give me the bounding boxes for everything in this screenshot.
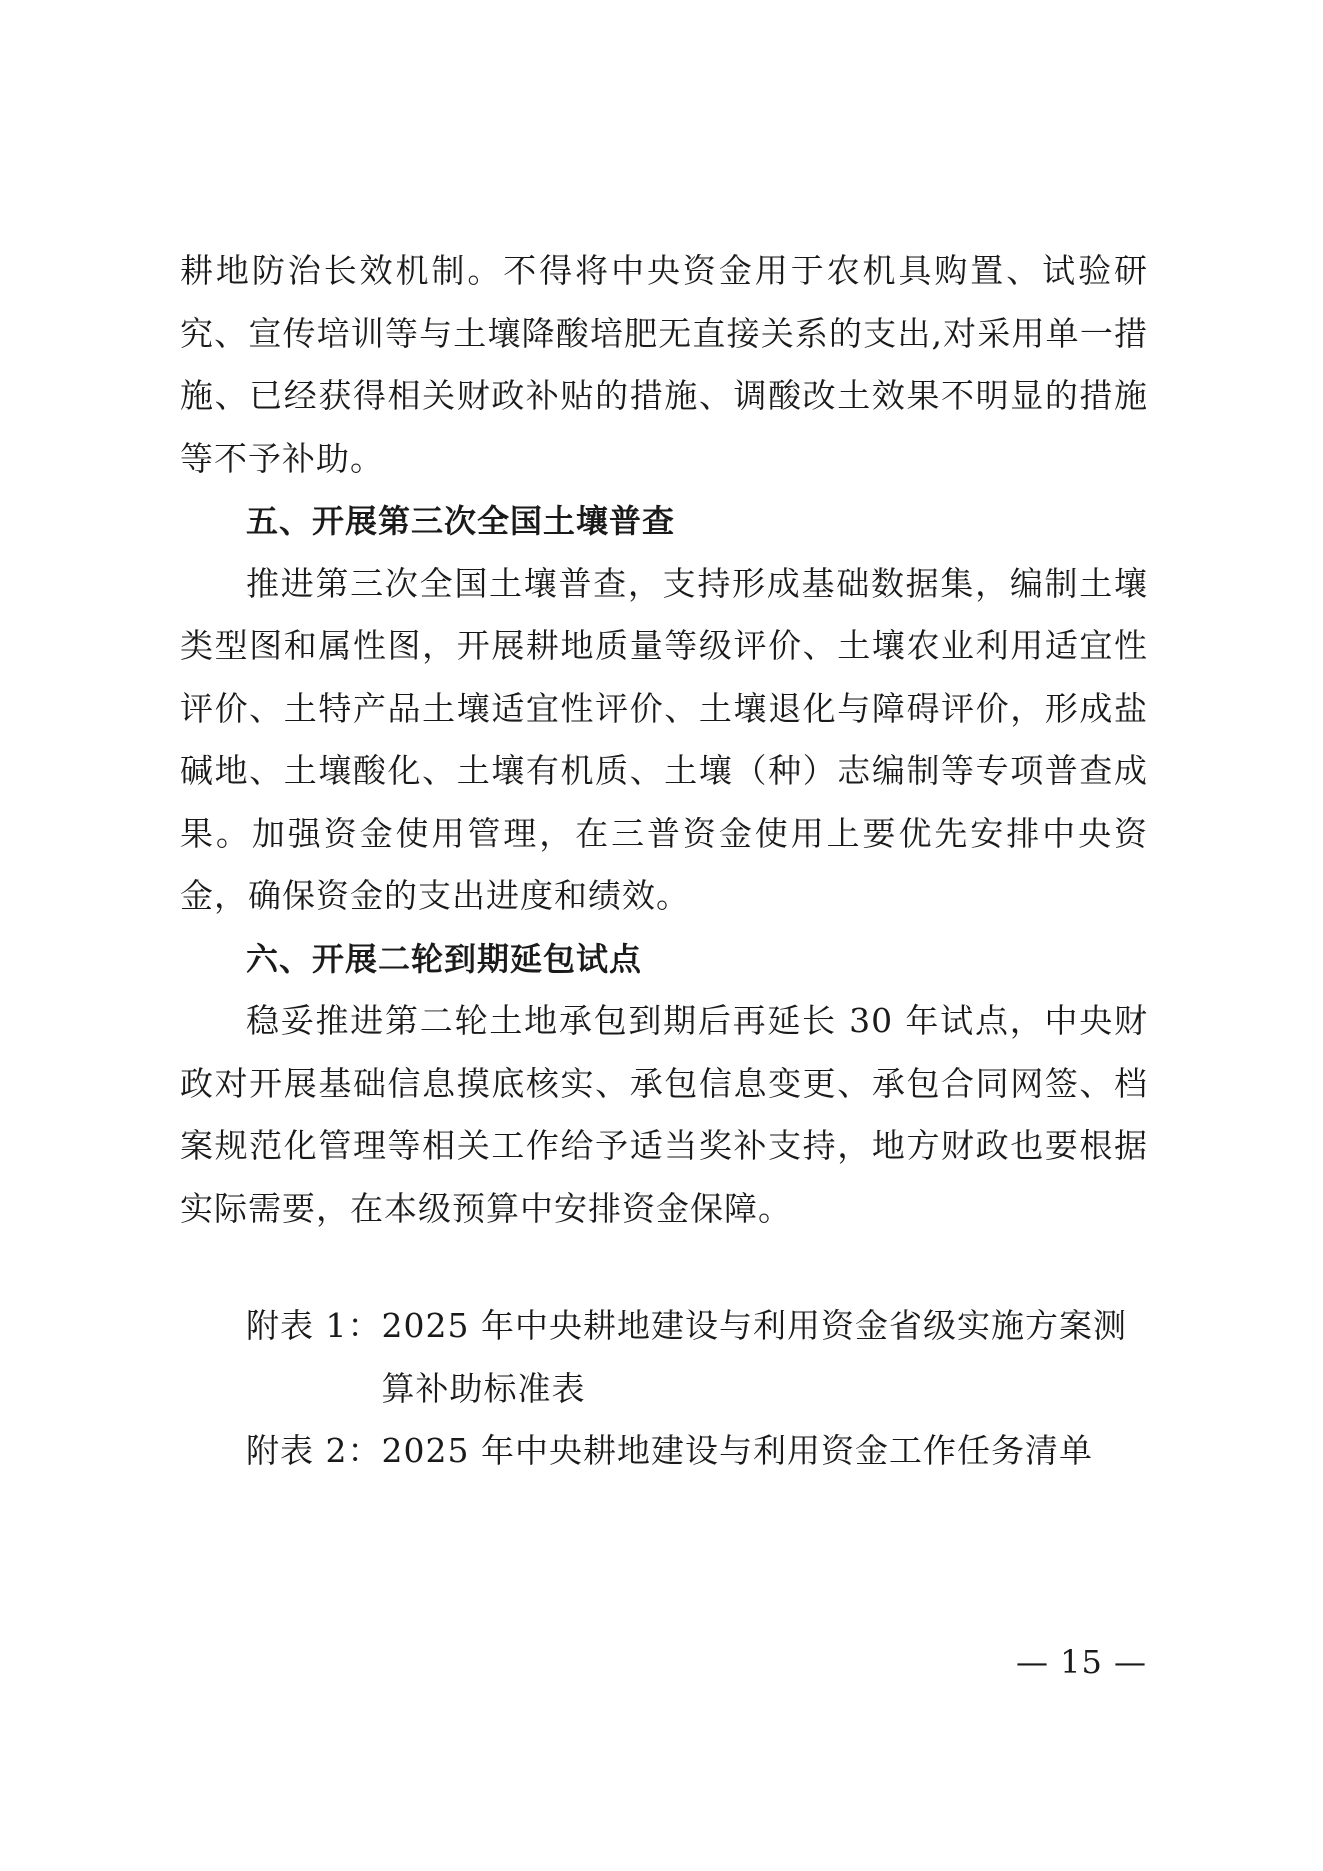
section-heading-5: 五、开展第三次全国土壤普查 xyxy=(246,502,676,540)
annex-list xyxy=(180,1295,1148,1483)
annex-title: 2025 年中央耕地建设与利用资金工作任务清单 xyxy=(381,1431,1093,1470)
section-heading-6: 六、开展二轮到期延包试点 xyxy=(246,939,643,978)
annex-label: 附表 1： xyxy=(246,1306,382,1345)
paragraph-contract-extension: 稳妥推进第二轮土地承包到期后再延长 30 年试点，中央财政对开展基础信息摸底核实、承包信息变更、承包合同网签、档案规范化管理等相关工作给予适当奖补支持，地方财政也要根据实际需要，在本级预算中安排资金保障。 xyxy=(180,1001,1148,1228)
annex-item-1 xyxy=(180,1295,1148,1420)
annex-item-2 xyxy=(180,1420,1148,1483)
page-number: — 15 — xyxy=(1015,1643,1147,1681)
document-body xyxy=(180,240,1148,1483)
paragraph-continuation: 耕地防治长效机制。不得将中央资金用于农机具购置、试验研究、宣传培训等与土壤降酸培肥无直接关系的支出,对采用单一措施、已经获得相关财政补贴的措施、调酸改土效果不明显的措施等不予补助。 xyxy=(180,251,1148,478)
annex-title: 2025 年中央耕地建设与利用资金省级实施方案测算补助标准表 xyxy=(381,1306,1127,1408)
paragraph-soil-survey: 推进第三次全国土壤普查，支持形成基础数据集，编制土壤类型图和属性图，开展耕地质量等级评价、土壤农业利用适宜性评价、土特产品土壤适宜性评价、土壤退化与障碍评价，形成盐碱地、土壤酸化、土壤有机质、土壤（种）志编制等专项普查成果。加强资金使用管理，在三普资金使用上要优先安排中央资金，确保资金的支出进度和绩效。 xyxy=(180,563,1148,915)
annex-label: 附表 2： xyxy=(246,1431,382,1470)
